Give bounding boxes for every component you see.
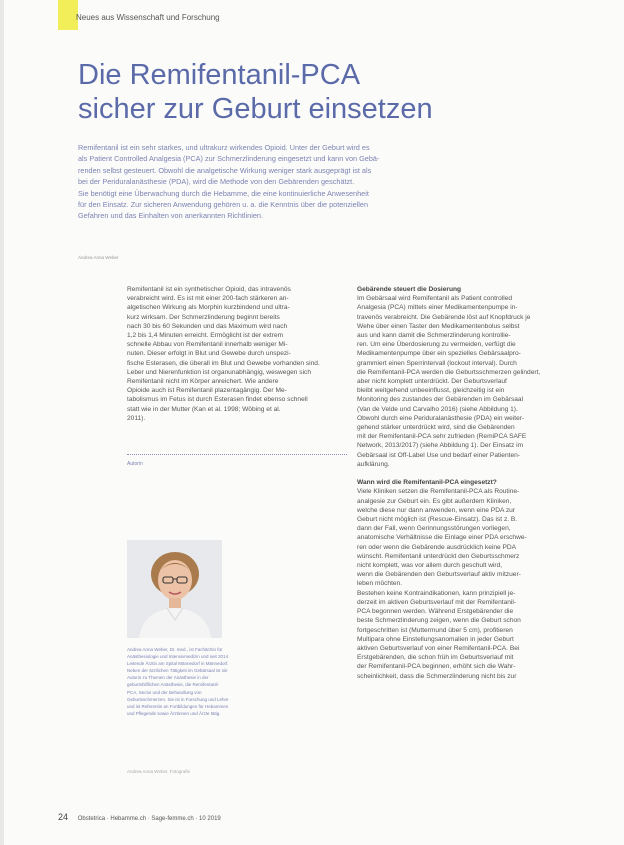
body-line: gehend stärker unterdrückt wird, sind die Gebärenden xyxy=(357,424,515,432)
body-line: aktiven Geburtsverlauf von einer Remifentanil-PCA. Bei xyxy=(357,644,520,652)
bio-line: Neben der ärztlichen Tätigkeit im Gebärsaal ist sie xyxy=(127,668,228,674)
body-line: PCA begonnen werden. Während Erstgebärender die xyxy=(357,608,514,616)
body-line: verabreicht wird. Es ist mit einer 200-fach stärkeren an- xyxy=(127,295,289,303)
body-line: Analgesia (PCA) mittels einer Medikamentenpumpe in- xyxy=(357,304,518,312)
body-line: tabolismus im Fetus ist durch Esterasen findet ebenso schnell xyxy=(127,396,308,404)
lead-line: bei der Periduralanästhesie (PDA), wird die Methode von den Gebärenden geschätzt. xyxy=(78,177,355,187)
footer-publication: Obstetrica · Hebamme.ch · Sage-femme.ch · 10 2019 xyxy=(77,816,221,822)
lead-line: für den Einsatz. Zur sicheren Anwendung gehören u. a. die Kenntnis über die potenziellen xyxy=(78,200,369,210)
article-title xyxy=(78,58,433,126)
body-line: dann der Fall, wenn Gerinnungsstörungen vorliegen, xyxy=(357,525,511,533)
lead-line: Gefahren und das Einhalten von anerkannten Richtlinien. xyxy=(78,211,263,221)
body-line: aber nicht komplett unterdrückt. Der Geburtsverlauf xyxy=(357,378,507,386)
subheading-dosierung: Gebärende steuert die Dosierung xyxy=(357,286,462,293)
paragraph-dosierung xyxy=(357,294,582,469)
section-kicker: Neues aus Wissenschaft und Forschung xyxy=(76,13,220,22)
body-line: nuten. Dieser erfolgt in Blut und Gewebe durch unspezi- xyxy=(127,350,291,358)
body-line: analgesie zur Geburt ein. Es gibt außerdem Kliniken, xyxy=(357,497,512,505)
body-line: Network, 2013/2017) (siehe Abbildung 1). Der Einsatz im xyxy=(357,442,524,450)
author-bio xyxy=(127,646,327,717)
byline: Andrea Anna Weber xyxy=(78,255,119,260)
page-edge-shadow xyxy=(0,0,4,845)
bio-line: Andrea Anna Weber, Dr. med., ist Fachärztin für xyxy=(127,647,223,652)
body-line: schnelle Abbau von Remifentanil innerhalb weniger Mi- xyxy=(127,341,288,349)
body-line: kurz wirksam. Der Schmerzlinderung beginnt bereits xyxy=(127,313,280,321)
body-line: 1,2 bis 1,4 Minuten erreicht. Ermöglicht ist der extrem xyxy=(127,332,284,340)
body-line: wünscht. Remifentanil unterdrückt den Geburtsschmerz xyxy=(357,552,520,560)
author-portrait-image xyxy=(127,540,222,638)
body-line: algetischen Wirkung als Morphin kurzbindend und ultra- xyxy=(127,304,290,312)
body-line: Monitoring des zustandes der Gebärenden im Gebärsaal xyxy=(357,396,524,404)
body-line: statt wie in der Mutter (Kan et al. 1998; Wöbing et al. xyxy=(127,405,281,413)
bio-line: Leitende Ärztin am Spital Männedorf in Männedorf. xyxy=(127,661,229,667)
body-line: bleibt weitgehend unbeeinflusst, gleichzeitig ist ein xyxy=(357,387,505,395)
author-box-label: Autorin xyxy=(127,461,143,467)
body-line: Viele Kliniken setzen die Remifentanil-PCA als Routine- xyxy=(357,488,520,496)
lead-line: als Patient Controlled Analgesia (PCA) zur Schmerzlinderung eingesetzt und kann von Gebä- xyxy=(78,154,380,164)
kicker-highlight xyxy=(58,0,78,30)
body-line: nach 30 bis 60 Sekunden und das Maximum wird nach xyxy=(127,322,288,330)
lead-line: Remifentanil ist ein sehr starkes, und ultrakurz wirkendes Opioid. Unter der Geburt wird es xyxy=(78,143,370,152)
page-number: 24 xyxy=(58,812,69,822)
body-line: Erstgebärenden, die schon früh im Geburtsverlauf mit xyxy=(357,654,514,662)
bio-line: und Pflegende sowie Ärztinnen und Ärzte tätig. xyxy=(127,710,221,716)
body-line: Opioide auch ist Remifentanil plazentagängig. Der Me- xyxy=(127,387,287,395)
article-lead xyxy=(78,142,548,222)
lead-line: renden selbst gesteuert. Obwohl die analgetische Wirkung weniger stark ausgeprägt ist als xyxy=(78,165,372,175)
body-line: Remifentanil ist ein synthetischer Opioid, das intravenös xyxy=(127,286,291,293)
body-line: Multipara ohne Einstellungsanomalien in jeder Geburt xyxy=(357,635,514,643)
body-line: Leber und Nierenfunktion ist organunabhängig, weswegen sich xyxy=(127,368,312,376)
subheading-einsatz: Wann wird die Remifentanil-PCA eingesetzt? xyxy=(357,479,497,487)
body-line: fortgeschritten ist (Muttermund über 5 cm), profitieren xyxy=(357,626,513,634)
body-line: Remifentanil nicht im Körper anreichert. Wie andere xyxy=(127,378,279,386)
bio-line: und ist Referentin an Fortbildungen für Hebammen xyxy=(127,703,229,709)
body-line: aus und kann damit die Schmerzlinderung kontrollie- xyxy=(357,332,511,340)
bio-line: Autorin zu Themen der Anästhesie in der xyxy=(127,675,209,681)
body-line: grammiert einen Sperrintervall (lockout interval). Durch xyxy=(357,359,517,367)
body-line: travenös verabreicht. Die Gebärende löst auf Knopfdruck je xyxy=(357,313,531,321)
paragraph-spacer xyxy=(357,469,582,478)
body-line: leben möchten. xyxy=(357,580,403,588)
body-line: ren oder wenn die Gebärende ausdrücklich keine PDA xyxy=(357,543,517,551)
bio-line: Geburtsschmerzen. Sie ist in Forschung und Lehre xyxy=(127,696,229,702)
article-title-line-2: sicher zur Geburt einsetzen xyxy=(78,93,433,125)
body-line: beste Schmerzlinderung zeigen, wenn die Geburt schon xyxy=(357,617,521,625)
body-line: nicht komplett, was vor allem durch geschult wird, xyxy=(357,562,503,570)
page-footer xyxy=(58,812,221,822)
body-line: fische Esterasen, die überall im Blut und Gewebe vorhanden sind. xyxy=(127,359,320,367)
bio-line: geburtshilflichen Anästhesie, die Remifentanil- xyxy=(127,682,220,688)
dotted-divider xyxy=(127,454,347,455)
body-line: welche diese nur dann anwenden, wenn eine PDA zur xyxy=(357,506,515,514)
body-line: Geburt nicht möglich ist (Rescue-Einsatz). Das ist z. B. xyxy=(357,516,518,524)
author-photo xyxy=(127,540,222,638)
body-line: Gebärsaal ist Off-Label Use und bedarf einer Patienten- xyxy=(357,451,520,459)
photo-credit: Andrea Anna Weber, Fotografie xyxy=(127,769,190,774)
body-line: wenn die Gebärenden den Geburtsverlauf aktiv mitzuer- xyxy=(357,571,521,579)
body-line: Bestehen keine Kontraindikationen, kann prinzipiell je- xyxy=(357,589,516,597)
body-column-right xyxy=(357,285,582,681)
body-line: Obwohl durch eine Periduralanästhesie (PDA) ein weiter- xyxy=(357,414,525,422)
body-line: (Van de Velde und Carvalho 2016) (siehe Abbildung 1). xyxy=(357,405,518,413)
body-line: mit der Remifentanil-PCA sehr zufrieden (RemiPCA SAFE xyxy=(357,433,527,441)
lead-line: Sie benötigt eine Überwachung durch die Hebamme, die eine kontinuierliche Anwesenheit xyxy=(78,188,369,198)
body-line: Medikamentenpumpe über ein spezielles Gebärsaalpro- xyxy=(357,350,521,358)
paragraph-einsatz xyxy=(357,487,582,680)
body-line: anatomische Verhältnisse die Einlage einer PDA erschwe- xyxy=(357,534,527,542)
bio-line: PCA, Sectio und der Behandlung von xyxy=(127,689,202,695)
body-line: der Remifentanil-PCA beginnen, erhöht sich die Wahr- xyxy=(357,663,516,671)
body-line: Wehe über einen Taster den Medikamentenbolus selbst xyxy=(357,322,520,330)
body-column-left xyxy=(127,285,347,423)
body-line: derzeit im aktiven Geburtsverlauf mit der Remifentanil- xyxy=(357,598,517,606)
body-line: aufklärung. xyxy=(357,460,390,468)
body-line: 2011). xyxy=(127,414,146,422)
body-line: scheinlichkeit, dass die Schmerzlinderung nicht bis zur xyxy=(357,672,517,680)
article-title-line-1: Die Remifentanil-PCA xyxy=(78,59,361,91)
body-line: die Remifentanil-PCA werden die Geburtsschmerzen gelindert, xyxy=(357,368,541,376)
bio-line: Anästhesiologie und Intensivmedizin und seit 2014 xyxy=(127,654,229,660)
body-line: ren. Um eine Überdosierung zu vermeiden, verfügt die xyxy=(357,341,516,349)
body-line: Im Gebärsaal wird Remifentanil als Patient controlled xyxy=(357,295,513,303)
